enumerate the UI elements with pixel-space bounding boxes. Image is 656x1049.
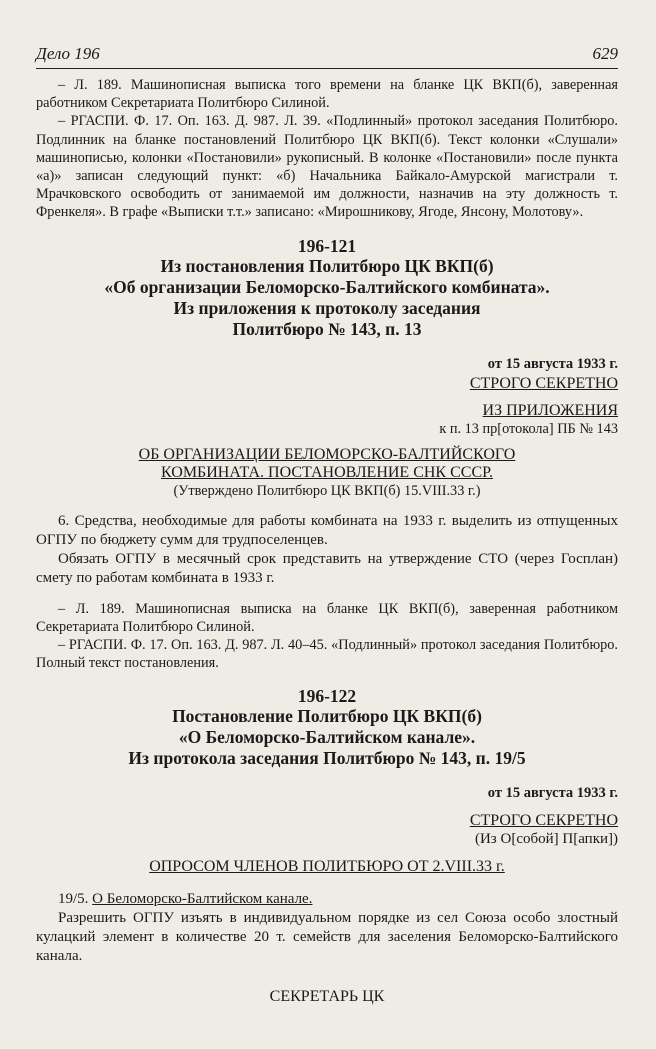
source-note: – Л. 189. Машинописная выписка на бланке ЦК ВКП(б), заверенная работником Секретариата Политбюро Силиной. [36,600,618,635]
document-title-line: Из приложения к протоколу заседания [173,297,481,318]
signature-line: СЕКРЕТАРЬ ЦК [269,988,385,1006]
document-title-line: Из протокола заседания Политбюро № 143, п. 19/5 [128,748,526,769]
appendix-label: ИЗ ПРИЛОЖЕНИЯ [482,401,618,419]
item-title: О Беломорско-Балтийском канале. [92,891,313,908]
resolution-paragraph: Обязать ОГПУ в месячный срок представить на утверждение СТО (через Госплан) смету по работам комбината в 1933 г. [36,550,618,586]
document-title-line: Политбюро № 143, п. 13 [232,318,422,339]
document-title-line: Постановление Политбюро ЦК ВКП(б) [172,706,482,727]
page-number: 629 [592,44,618,63]
header-rule [36,68,618,69]
poll-heading: ОПРОСОМ ЧЛЕНОВ ПОЛИТБЮРО ОТ 2.VIII.33 г. [149,858,505,876]
case-label: Дело 196 [36,44,100,63]
source-note: – Л. 189. Машинописная выписка того времени на бланке ЦК ВКП(б), заверенная работником Секретариата Политбюро Силиной. [36,77,618,112]
item-heading [36,890,618,909]
source-note: – РГАСПИ. Ф. 17. Оп. 163. Д. 987. Л. 39. «Подлинный» протокол заседания Политбюро. Подлинник на бланке постановлений Политбюро ЦК ВКП(б). Текст колонки «Слушали» машинописью, колонки «Постановили» рукописный. В колонке «Постановили» после пункта «а)» записан следующий пункт: «б) Начальника Байкало-Амурской магистрали т. Мрачковского освободить от занимаемой им должности, назначив на эту должность т. Френкеля». В графе «Выписки т.т.» записано: «Мирошникову, Ягоде, Янсону, Молотову». [36,113,618,221]
document-title-line: «Об организации Беломорско-Балтийского комбината». [104,276,550,297]
source-note: – РГАСПИ. Ф. 17. Оп. 163. Д. 987. Л. 40–45. «Подлинный» протокол заседания Политбюро. Полный текст постановления. [36,637,618,672]
document-title-line: «О Беломорско-Балтийском канале». [178,727,476,748]
resolution-title: ОБ ОРГАНИЗАЦИИ БЕЛОМОРСКО-БАЛТИЙСКОГО [138,445,516,463]
running-head [36,44,618,64]
appendix-reference: к п. 13 пр[отокола] ПБ № 143 [439,420,618,437]
resolution-paragraph: 6. Средства, необходимые для работы комбината на 1933 г. выделить из отпущенных ОГПУ по бюджету сумм для трудпоселенцев. [36,512,618,548]
document-date: от 15 августа 1933 г. [487,785,618,802]
document-title-line: Из постановления Политбюро ЦК ВКП(б) [160,255,494,276]
secrecy-stamp: СТРОГО СЕКРЕТНО [469,374,618,392]
special-folder-note: (Из О[собой] П[апки]) [474,831,618,848]
resolution-title: КОМБИНАТА. ПОСТАНОВЛЕНИЕ СНК СССР. [160,463,494,481]
item-number: 19/5. [58,891,93,908]
item-text: Разрешить ОГПУ изъять в индивидуальном порядке из сел Союза особо злостный кулацкий элемент в количестве 20 т. семейств для заселения Беломорско-Балтийского канала. [36,910,618,965]
document-date: от 15 августа 1933 г. [487,355,618,372]
document-number: 196-121 [297,235,357,256]
secrecy-stamp: СТРОГО СЕКРЕТНО [469,812,618,830]
approval-note: (Утверждено Политбюро ЦК ВКП(б) 15.VIII.33 г.) [173,482,481,499]
document-number: 196-122 [297,686,357,707]
page-content [36,76,618,1006]
